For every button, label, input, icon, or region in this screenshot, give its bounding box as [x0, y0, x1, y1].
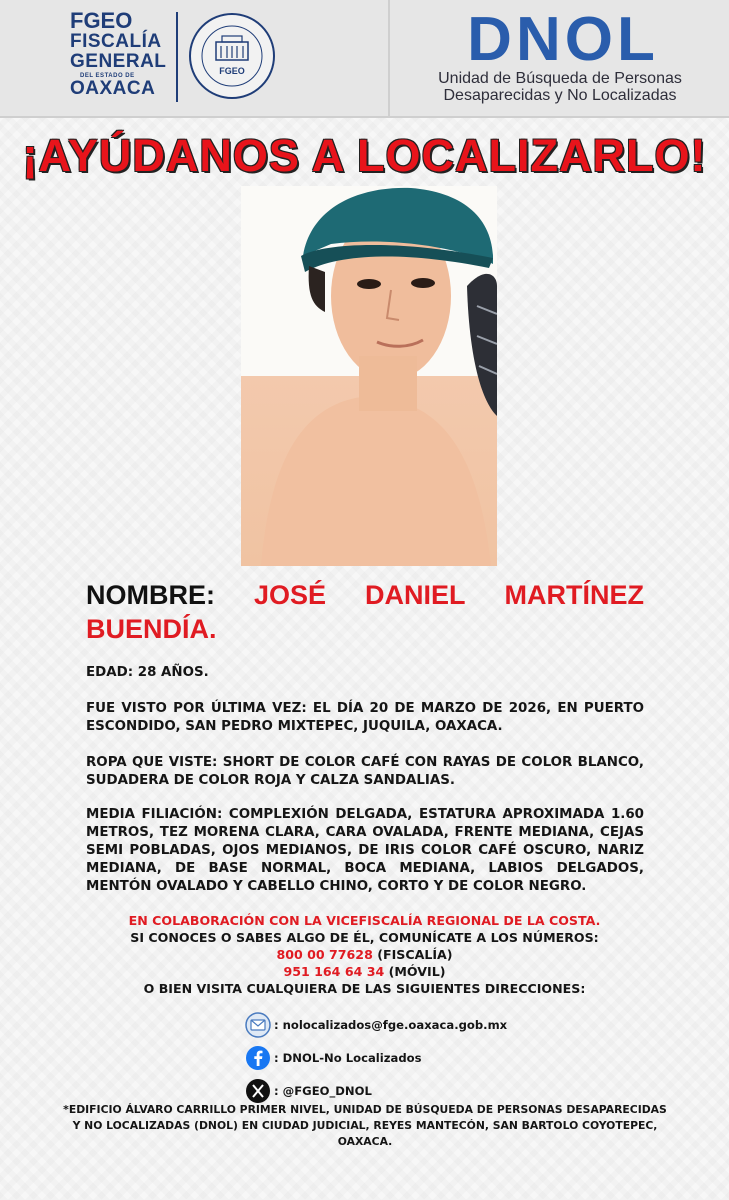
- fgeo-abbr: FGEO: [70, 8, 133, 33]
- age-text: EDAD: 28 AÑOS.: [86, 665, 209, 680]
- visit-prompt: O BIEN VISITA CUALQUIERA DE LAS SIGUIENTES DIRECCIONES:: [143, 981, 586, 996]
- clothing-text: ROPA QUE VISTE: SHORT DE COLOR CAFÉ CON RAYAS DE COLOR BLANCO, SUDADERA DE COLOR ROJA Y CALZA SANDALIAS.: [86, 755, 644, 788]
- headline: ¡AYÚDANOS A LOCALIZARLO!: [22, 130, 707, 181]
- missing-person-photo: [241, 186, 497, 566]
- last-seen-text: FUE VISTO POR ÚLTIMA VEZ: EL DÍA 20 DE MARZO DE 2026, EN PUERTO ESCONDIDO, SAN PEDRO MIXTEPEC, JUQUILA, OAXACA.: [86, 701, 644, 734]
- phone-line-movil: [0, 963, 729, 980]
- person-name: [86, 578, 644, 646]
- call-prompt: SI CONOCES O SABES ALGO DE ÉL, COMUNÍCATE A LOS NÚMEROS:: [130, 930, 599, 945]
- fgeo-line1: FISCALÍA: [70, 31, 162, 52]
- logo-divider: [176, 12, 178, 102]
- address-note: *EDIFICIO ÁLVARO CARRILLO PRIMER NIVEL, UNIDAD DE BÚSQUEDA DE PERSONAS DESAPARECIDAS Y NO LOCALIZADAS (DNOL) EN CIUDAD JUDICIAL, REYES MANTECÓN, SAN BARTOLO COYOTEPEC, OAXACA.: [63, 1103, 667, 1148]
- x-handle-text: : @FGEO_DNOL: [274, 1083, 372, 1098]
- phone-number-fiscalia[interactable]: 800 00 77628: [276, 947, 373, 962]
- x-twitter-icon: [244, 1077, 272, 1105]
- phone-line-fiscalia: [0, 946, 729, 963]
- email-text: : nolocalizados@fge.oaxaca.gob.mx: [274, 1017, 508, 1032]
- fgeo-line3: DEL ESTADO DE: [80, 73, 135, 79]
- facebook-icon: [244, 1044, 272, 1072]
- facebook-text: : DNOL-No Localizados: [274, 1050, 422, 1065]
- contact-facebook[interactable]: [244, 1041, 604, 1074]
- email-icon: [244, 1011, 272, 1039]
- fgeo-line2: GENERAL: [70, 51, 167, 72]
- contact-email[interactable]: [244, 1008, 604, 1041]
- dnol-subtitle-line1: Unidad de Búsqueda de Personas: [438, 70, 682, 87]
- seal-center-text: FGEO: [219, 66, 245, 76]
- dnol-subtitle: [410, 70, 710, 104]
- name-middle: DANIEL: [365, 580, 466, 610]
- phone-label-movil: (MÓVIL): [388, 964, 446, 979]
- description-text: MEDIA FILIACIÓN: COMPLEXIÓN DELGADA, ESTATURA APROXIMADA 1.60 METROS, TEZ MORENA CLARA, CARA OVALADA, FRENTE MEDIANA, CEJAS SEMI POBLADAS, OJOS MEDIANOS, DE IRIS COLOR CAFÉ OSCURO, NARIZ MEDIANA, DE BASE NORMAL, BOCA MEDIANA, LABIOS DELGADOS, MENTÓN OVALADO Y CABELLO CHINO, CORTO Y DE COLOR NEGRO.: [86, 807, 644, 894]
- fgeo-line4: OAXACA: [70, 78, 156, 99]
- name-surname-1: MARTÍNEZ: [504, 580, 644, 610]
- collab-text: EN COLABORACIÓN CON LA VICEFISCALÍA REGIONAL DE LA COSTA.: [128, 913, 601, 928]
- dnol-logo-title: DNOL: [467, 5, 659, 74]
- header-divider: [388, 0, 390, 116]
- dnol-subtitle-line2: Desaparecidas y No Localizadas: [443, 87, 677, 104]
- contact-info: [0, 912, 729, 997]
- fgeo-logo: [70, 10, 170, 106]
- header-banner: [0, 0, 729, 118]
- contact-links: [244, 1008, 604, 1107]
- name-label: NOMBRE:: [86, 580, 215, 610]
- name-surname-2: BUENDÍA.: [86, 614, 217, 644]
- name-first: JOSÉ: [253, 580, 327, 610]
- fgeo-seal-emblem: [188, 12, 276, 100]
- phone-number-movil[interactable]: 951 164 64 34: [283, 964, 385, 979]
- phone-label-fiscalia: (FISCALÍA): [377, 947, 453, 962]
